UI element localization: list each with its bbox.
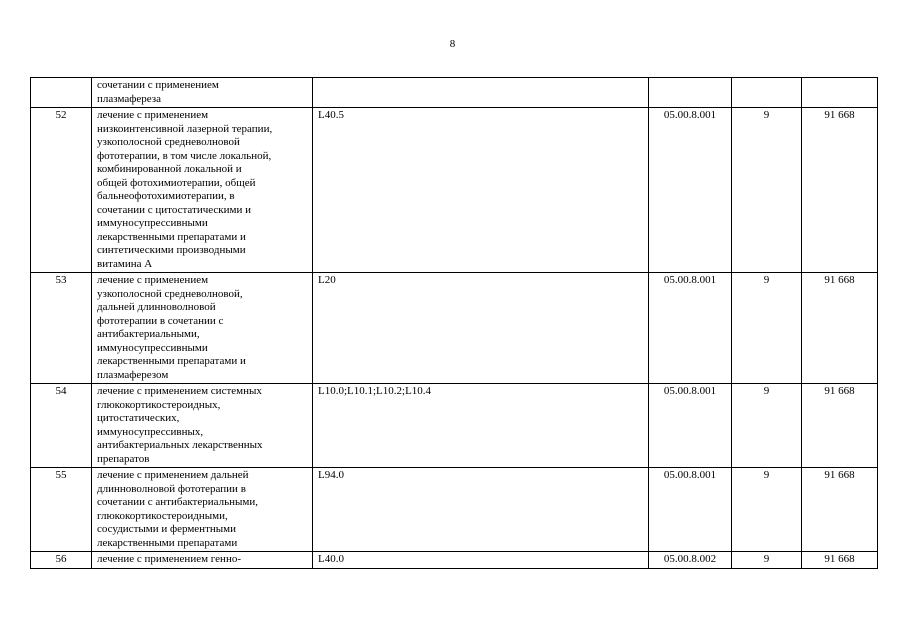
price-text: 91 668 <box>824 385 855 397</box>
price-cell <box>802 552 878 569</box>
description-line: бальнеофотохимиотерапии, в <box>97 190 235 202</box>
description-line: сочетании с антибактериальными, <box>97 496 258 508</box>
row-number-cell <box>31 384 92 468</box>
description-line: узкополосной средневолновой <box>97 136 240 148</box>
treatment-description-cell <box>92 468 313 552</box>
description-line: низкоинтенсивной лазерной терапии, <box>97 122 273 135</box>
profile-code-text: 05.00.8.001 <box>663 274 717 286</box>
group-text: 9 <box>763 469 770 481</box>
icd-codes-text: L40.5 <box>318 109 344 121</box>
treatment-description-cell <box>92 384 313 468</box>
group-text: 9 <box>763 553 770 565</box>
treatment-description-cell <box>92 108 313 273</box>
description-line: лечение с применением генно- <box>97 553 241 565</box>
table-row <box>31 273 878 384</box>
description-line: иммуносупрессивных, <box>97 425 204 438</box>
profile-code-text: 05.00.8.001 <box>663 469 717 481</box>
page-number: 8 <box>449 38 456 50</box>
description-line: глюкокортикостероидных, <box>97 398 221 411</box>
price-cell <box>802 108 878 273</box>
row-number-text: 55 <box>55 469 67 481</box>
description-line: сочетании с цитостатическими и <box>97 203 251 216</box>
treatment-description-cell <box>92 273 313 384</box>
icd-codes-text: L40.0 <box>318 553 344 565</box>
table-row <box>31 552 878 569</box>
group-text: 9 <box>763 274 770 286</box>
procedures-table <box>30 77 878 569</box>
profile-code-cell <box>649 273 732 384</box>
description-line: синтетическими производными <box>97 244 246 256</box>
icd-codes-text: L20 <box>318 274 336 286</box>
group-cell <box>732 78 802 108</box>
icd-codes-cell <box>313 468 649 552</box>
profile-code-cell <box>649 552 732 569</box>
description-line: комбинированной локальной и <box>97 163 242 175</box>
row-number-text: 54 <box>55 385 67 397</box>
icd-codes-cell <box>313 552 649 569</box>
price-cell <box>802 273 878 384</box>
description-line: цитостатических, <box>97 412 180 424</box>
profile-code-text: 05.00.8.002 <box>663 553 717 565</box>
row-number-text: 53 <box>55 274 67 286</box>
description-line: антибактериальных лекарственных <box>97 439 263 451</box>
profile-code-cell <box>649 384 732 468</box>
description-line: длинноволновой фототерапии в <box>97 482 246 495</box>
row-number-text: 56 <box>55 553 67 565</box>
description-line: лекарственными препаратами и <box>97 230 246 243</box>
price-cell <box>802 78 878 108</box>
description-line: плазмаферезом <box>97 368 169 381</box>
price-text: 91 668 <box>824 274 855 286</box>
row-number-text: 52 <box>55 109 67 121</box>
table-row <box>31 108 878 273</box>
row-number-cell <box>31 78 92 108</box>
profile-code-cell <box>649 108 732 273</box>
table-row <box>31 468 878 552</box>
row-number-cell <box>31 468 92 552</box>
description-line: глюкокортикостероидными, <box>97 509 228 522</box>
description-line: антибактериальными, <box>97 328 200 340</box>
row-number-cell <box>31 108 92 273</box>
description-line: лекарственными препаратами и <box>97 355 246 367</box>
description-line: общей фотохимиотерапии, общей <box>97 176 256 189</box>
description-line: иммуносупрессивными <box>97 217 208 229</box>
description-line: лекарственными препаратами <box>97 536 238 549</box>
description-line: лечение с применением дальней <box>97 469 249 481</box>
description-line: препаратов <box>97 452 150 465</box>
description-line: плазмафереза <box>97 92 161 105</box>
icd-codes-cell <box>313 78 649 108</box>
price-cell <box>802 384 878 468</box>
price-text: 91 668 <box>824 469 855 481</box>
description-line: фототерапии в сочетании с <box>97 314 224 327</box>
row-number-cell <box>31 552 92 569</box>
profile-code-text: 05.00.8.001 <box>663 385 717 397</box>
description-line: сосудистыми и ферментными <box>97 523 237 535</box>
description-line: фототерапии, в том числе локальной, <box>97 149 272 162</box>
group-cell <box>732 273 802 384</box>
description-line: сочетании с применением <box>97 79 219 91</box>
profile-code-text: 05.00.8.001 <box>663 109 717 121</box>
description-line: иммуносупрессивными <box>97 341 208 354</box>
profile-code-cell <box>649 468 732 552</box>
description-line: узкополосной средневолновой, <box>97 287 243 300</box>
icd-codes-cell <box>313 273 649 384</box>
group-cell <box>732 468 802 552</box>
treatment-description-cell <box>92 552 313 569</box>
icd-codes-text: L10.0;L10.1;L10.2;L10.4 <box>318 385 432 397</box>
group-cell <box>732 384 802 468</box>
group-text: 9 <box>763 385 770 397</box>
price-text: 91 668 <box>824 109 855 121</box>
row-number-cell <box>31 273 92 384</box>
description-line: лечение с применением <box>97 109 209 121</box>
icd-codes-text: L94.0 <box>318 469 344 481</box>
table-body <box>31 78 878 569</box>
price-cell <box>802 468 878 552</box>
description-line: дальней длинноволновой <box>97 301 216 313</box>
icd-codes-cell <box>313 108 649 273</box>
group-cell <box>732 108 802 273</box>
description-line: лечение с применением системных <box>97 385 262 397</box>
description-line: витамина А <box>97 257 153 270</box>
group-text: 9 <box>763 109 770 121</box>
profile-code-cell <box>649 78 732 108</box>
table-row <box>31 384 878 468</box>
treatment-description-cell <box>92 78 313 108</box>
description-line: лечение с применением <box>97 274 209 286</box>
price-text: 91 668 <box>824 553 855 565</box>
group-cell <box>732 552 802 569</box>
table-row <box>31 78 878 108</box>
icd-codes-cell <box>313 384 649 468</box>
